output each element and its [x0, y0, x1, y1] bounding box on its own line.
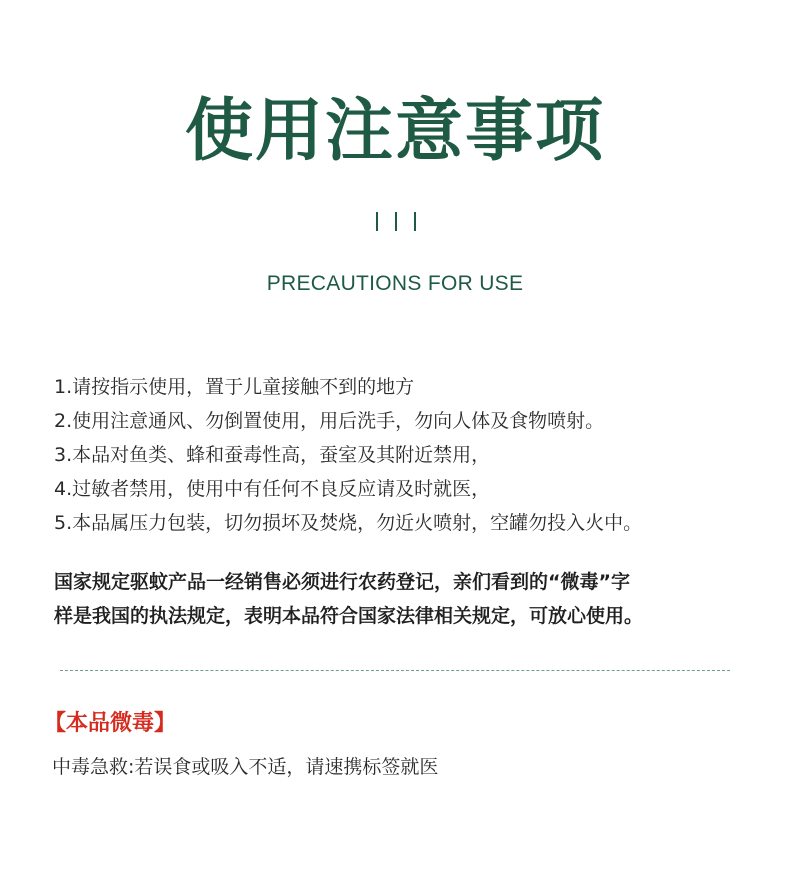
precaution-item: 2.使用注意通风、勿倒置使用，用后洗手，勿向人体及食物喷射。: [54, 410, 605, 432]
first-aid-text: 中毒急救:若误食或吸入不适，请速携标签就医: [52, 756, 439, 778]
precaution-item: 4.过敏者禁用，使用中有任何不良反应请及时就医，: [54, 478, 491, 500]
decorative-bars: [376, 212, 416, 232]
page-subtitle: PRECAUTIONS FOR USE: [266, 272, 524, 295]
dashed-divider: [60, 670, 730, 671]
toxicity-warning-title: 【本品微毒】: [44, 711, 177, 736]
regulation-notice: [54, 565, 744, 633]
decorative-bar: [395, 212, 397, 231]
regulation-notice-line: 样是我国的执法规定，表明本品符合国家法律相关规定，可放心使用。: [54, 605, 644, 627]
precaution-item: 3.本品对鱼类、蜂和蚕毒性高，蚕室及其附近禁用，: [54, 444, 491, 466]
regulation-notice-line: 国家规定驱蚊产品一经销售必须进行农药登记，亲们看到的“微毒”字: [54, 571, 630, 593]
decorative-bar: [414, 212, 416, 231]
decorative-bar: [376, 212, 378, 231]
page-title: 使用注意事项: [184, 92, 605, 171]
precaution-item: 5.本品属压力包装，切勿损坏及焚烧，勿近火喷射，空罐勿投入火中。: [54, 512, 643, 534]
precaution-item: 1.请按指示使用，置于儿童接触不到的地方: [54, 376, 415, 398]
precautions-list: [54, 370, 754, 540]
